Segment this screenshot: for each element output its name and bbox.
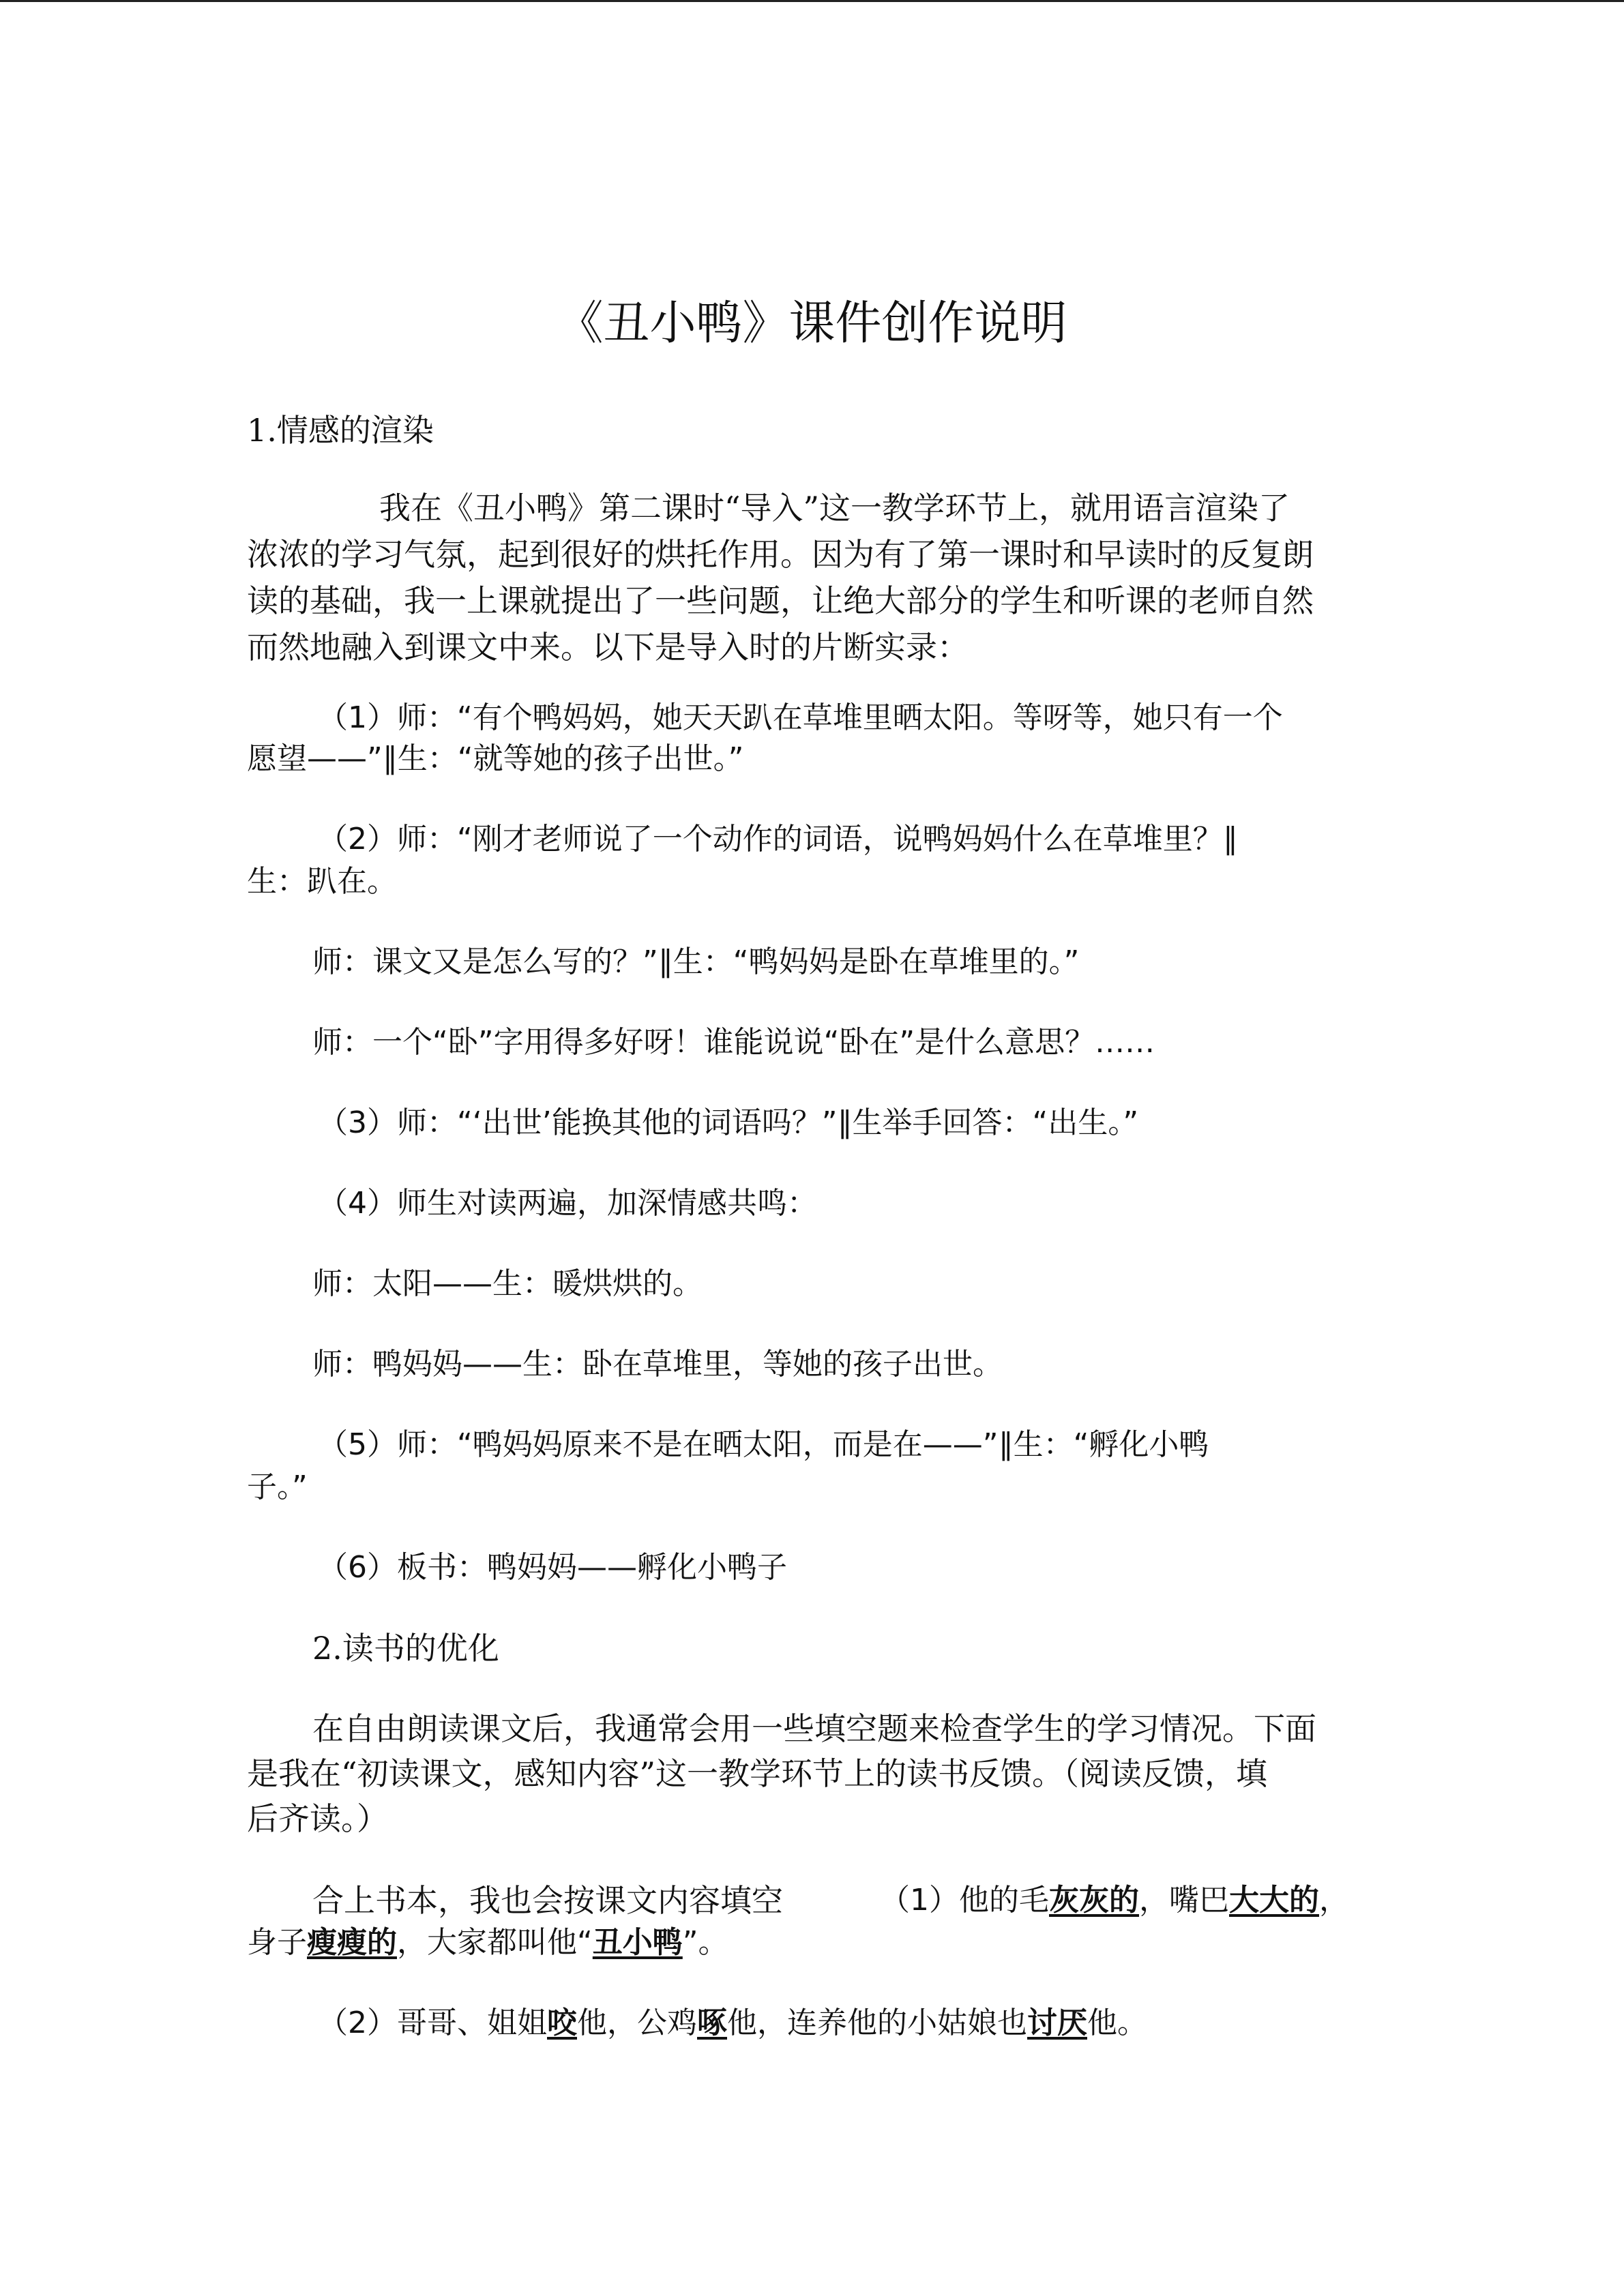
- section2-heading: 2.读书的优化: [312, 1630, 499, 1667]
- item1-line2: 愿望——”∥生：“就等她的孩子出世。”: [247, 741, 744, 776]
- fill1-text-c: ，嘴巴: [1139, 1883, 1229, 1918]
- fill1-answer-grey: 灰灰的: [1049, 1883, 1139, 1918]
- fill2-text-e: 他，连养他的小姑娘也: [727, 2006, 1027, 2040]
- fill2-text-a: （2）哥哥、姐姐: [318, 2006, 547, 2040]
- item1-line1: （1）师：“有个鸭妈妈，她天天趴在草堆里晒太阳。等呀等，她只有一个: [318, 700, 1283, 735]
- fill2-answer-bite: 咬: [547, 2006, 577, 2040]
- fill1-text-e: ，: [1319, 1883, 1349, 1918]
- item3: （3）师：“‘出世’能换其他的词语吗？”∥生举手回答：“出生。”: [318, 1105, 1139, 1140]
- item2b: 师：课文又是怎么写的？”∥生：“鸭妈妈是卧在草堆里的。”: [312, 944, 1080, 979]
- top-border-line: [0, 0, 1624, 2]
- fill2-text-g: 他。: [1087, 2006, 1147, 2040]
- fill2-answer-peck: 啄: [697, 2006, 727, 2040]
- item6: （6）板书：鸭妈妈——孵化小鸭子: [318, 1550, 787, 1585]
- fill-item1-line1: [880, 1877, 1371, 1924]
- section1-para-line1: 我在《丑小鸭》第二课时“导入”这一教学环节上，就用语言渲染了: [379, 490, 1290, 526]
- fill1-answer-thin: 瘦瘦的: [307, 1925, 397, 1960]
- fill1-answer-big: 大大的: [1229, 1883, 1319, 1918]
- fill1-text-h: ，大家都叫他“: [397, 1925, 593, 1960]
- fill1-text-a: （1）他的毛: [880, 1883, 1049, 1918]
- section1-heading: 1.情感的渲染: [247, 412, 434, 449]
- section2-para-line3: 后齐读。）: [247, 1800, 388, 1837]
- item2-line2: 生：趴在。: [247, 864, 397, 899]
- page-title: 《丑小鸭》课件创作说明: [557, 297, 1067, 351]
- section1-para-line4: 而然地融入到课文中来。以下是导入时的片断实录：: [247, 629, 969, 666]
- item2-line1: （2）师：“刚才老师说了一个动作的词语，说鸭妈妈什么在草堆里？∥: [318, 822, 1238, 856]
- fill-intro: 合上书本，我也会按课文内容填空: [312, 1882, 783, 1919]
- item4: （4）师生对读两遍，加深情感共鸣：: [318, 1186, 817, 1221]
- fill2-text-c: 他，公鸡: [577, 2006, 697, 2040]
- section1-para-line3: 读的基础，我一上课就提出了一些问题，让绝大部分的学生和听课的老师自然: [247, 582, 1314, 619]
- item5-line2: 子。”: [247, 1470, 308, 1504]
- fill1-text-f: 身子: [247, 1925, 307, 1960]
- item5-line1: （5）师：“鸭妈妈原来不是在晒太阳，而是在——”∥生：“孵化小鸭: [318, 1427, 1209, 1462]
- item4a: 师：太阳——生：暖烘烘的。: [312, 1266, 703, 1301]
- section2-para-line1: 在自由朗读课文后，我通常会用一些填空题来检查学生的学习情况。下面: [312, 1710, 1316, 1747]
- fill1-text-j: ”。: [682, 1925, 728, 1960]
- fill-item2: [318, 1999, 1450, 2047]
- fill2-answer-dislike: 讨厌: [1027, 2006, 1087, 2040]
- section1-para-line2: 浓浓的学习气氛，起到很好的烘托作用。因为有了第一课时和早读时的反复朗: [247, 536, 1314, 573]
- section2-para-line2: 是我在“初读课文，感知内容”这一教学环节上的读书反馈。（阅读反馈，填: [247, 1755, 1268, 1792]
- item2c: 师：一个“卧”字用得多好呀！谁能说说“卧在”是什么意思？……: [312, 1025, 1155, 1060]
- item4b: 师：鸭妈妈——生：卧在草堆里，等她的孩子出世。: [312, 1347, 1003, 1382]
- fill-item1-line2: [247, 1919, 1379, 1967]
- fill1-answer-name: 丑小鸭: [592, 1925, 683, 1960]
